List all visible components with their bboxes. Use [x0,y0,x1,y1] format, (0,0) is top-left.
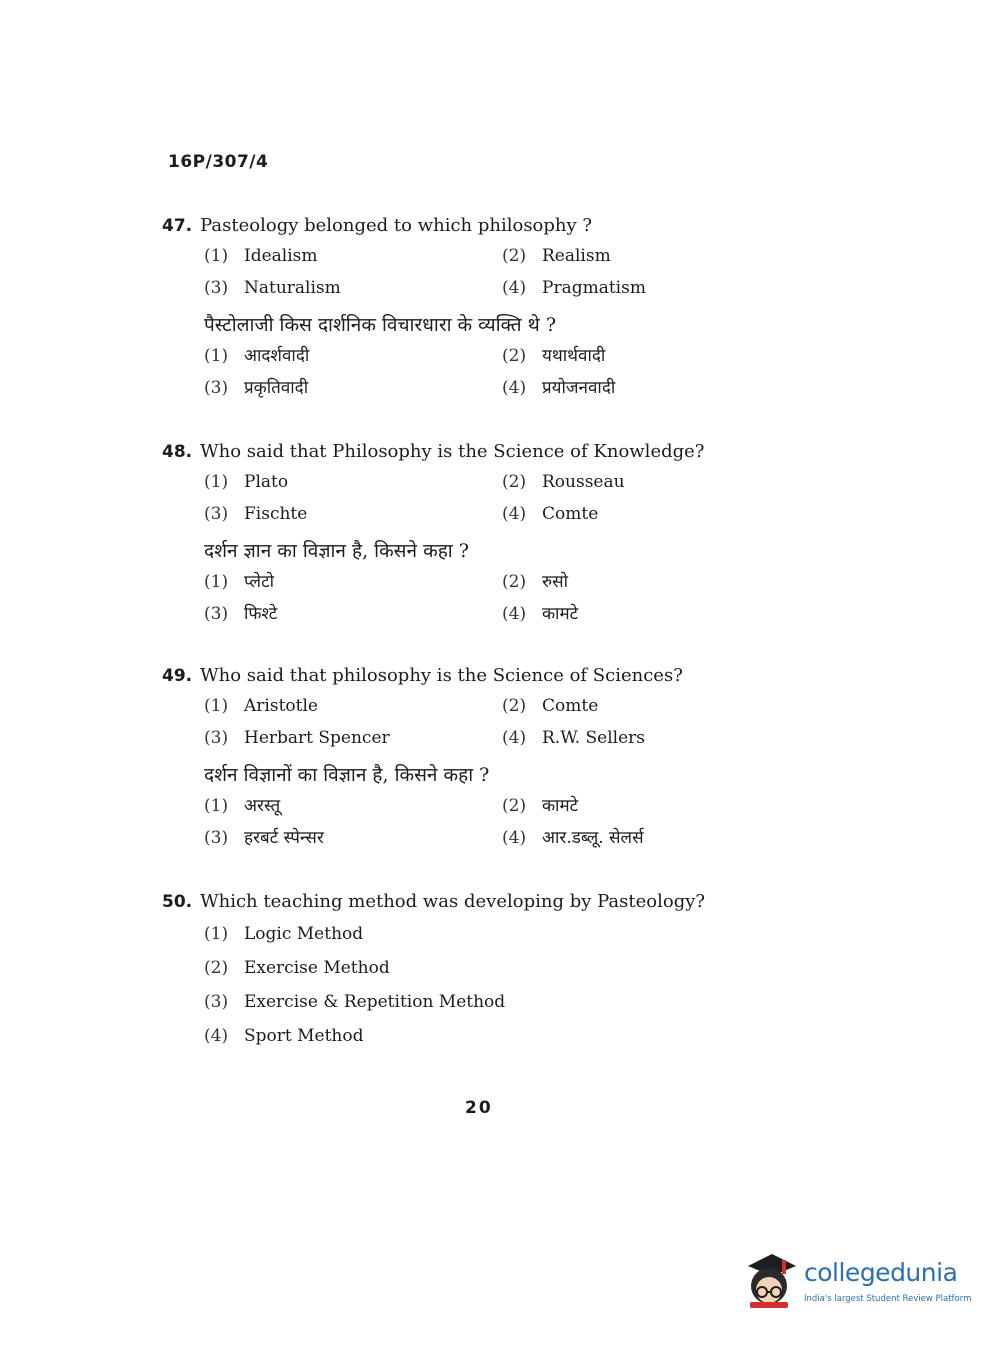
brand-tagline: India's largest Student Review Platform [804,1294,972,1304]
option: (4) R.W. Sellers [502,728,646,748]
question-text: 50. Which teaching method was developing by Pasteology? [162,891,706,912]
option: (4) प्रयोजनवादी [502,378,616,398]
options-english [204,694,722,750]
question-text-hindi: पैस्टोलाजी किस दार्शनिक विचारधारा के व्यक्ति थे ? [204,314,557,336]
option: (3) Fischte [204,504,308,524]
option: (4) Pragmatism [502,278,646,298]
question-text-hindi: दर्शन ज्ञान का विज्ञान है, किसने कहा ? [204,540,469,562]
option: (1) Aristotle [204,696,318,716]
question-number: 49. [162,666,193,686]
question-50 [162,890,722,1048]
option: (2) Realism [502,246,611,266]
question-number: 50. [162,892,193,912]
option: (1) Plato [204,472,289,492]
option: (3) Herbart Spencer [204,728,390,748]
page-number: 20 [465,1098,493,1118]
collegedunia-logo [742,1250,972,1312]
options-english [204,244,722,300]
option: (4) आर.डब्लू. सेलर्स [502,828,644,848]
option: (2) यथार्थवादी [502,346,606,366]
option: (3) Exercise & Repetition Method [204,992,506,1012]
mascot-icon [742,1250,800,1310]
option: (2) Rousseau [502,472,625,492]
option: (3) प्रकृतिवादी [204,378,309,398]
option: (2) Comte [502,696,599,716]
question-number: 47. [162,216,193,236]
option: (1) आदर्शवादी [204,346,310,366]
option: (1) अरस्तू [204,796,281,816]
option: (4) Sport Method [204,1026,364,1046]
question-text-hindi: दर्शन विज्ञानों का विज्ञान है, किसने कहा ? [204,764,490,786]
options-english [204,470,722,526]
question-text: 49. Who said that philosophy is the Science of Sciences? [162,665,683,686]
options-hindi [204,570,722,626]
option: (1) Logic Method [204,924,364,944]
option: (3) फिश्टे [204,604,278,624]
option: (2) Exercise Method [204,958,390,978]
question-47 [162,214,722,400]
question-48 [162,440,722,626]
option: (2) कामटे [502,796,579,816]
option: (3) हरबर्ट स्पेन्सर [204,828,324,848]
question-number: 48. [162,442,193,462]
options-hindi [204,344,722,400]
brand-name: collegedunia [804,1258,958,1287]
question-text: 48. Who said that Philosophy is the Science of Knowledge? [162,441,705,462]
option: (1) प्लेटो [204,572,275,592]
option: (2) रुसो [502,572,569,592]
option: (4) Comte [502,504,599,524]
options-english [204,922,722,1048]
option: (4) कामटे [502,604,579,624]
option: (1) Idealism [204,246,318,266]
options-hindi [204,794,722,850]
option: (3) Naturalism [204,278,341,298]
paper-code: 16P/307/4 [168,152,269,172]
question-49 [162,664,722,850]
question-text: 47. Pasteology belonged to which philosophy ? [162,215,593,236]
